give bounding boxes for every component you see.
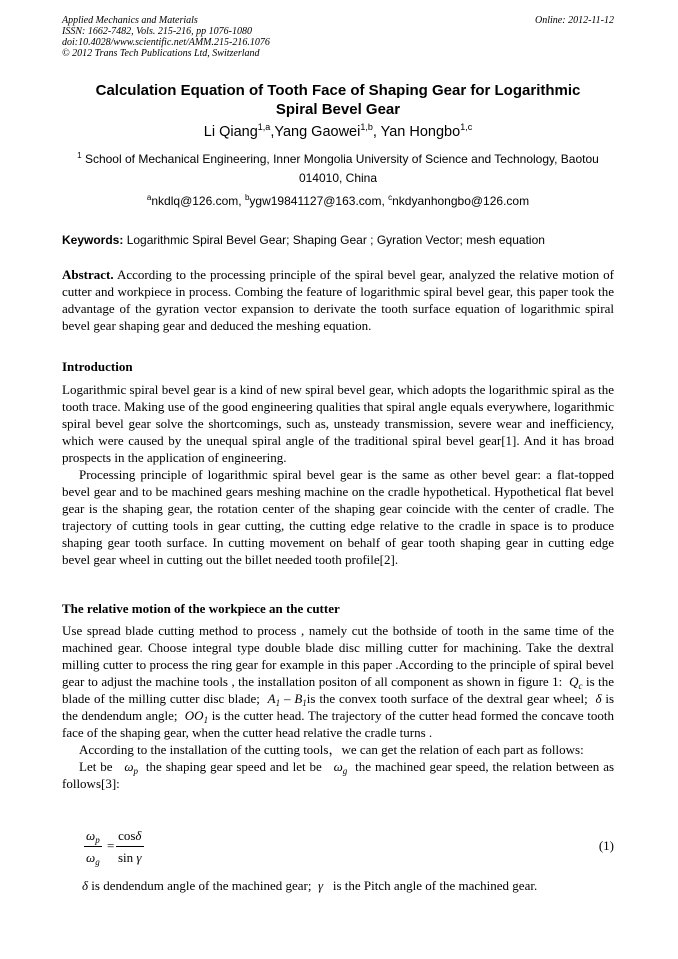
affiliation-line-1: School of Mechanical Engineering, Inner Mongolia University of Science and Technology, Baotou	[84, 152, 599, 166]
affiliation-mark: 1	[77, 151, 82, 160]
keywords-text: Logarithmic Spiral Bevel Gear; Shaping Gear ; Gyration Vector; mesh equation	[126, 233, 545, 247]
paragraph: Processing principle of logarithmic spiral bevel gear is the same as other bevel gear: a flat-topped bevel gear and to be machined gears meshing machine on the cradle hypothetical. Hypothetical flat bevel gear is the shaping gear, the rotation center of the shaping gear coincide with the center of cradle. The trajectory of cutting tools in gear cutting, the cutting edge relative to the cradle in space is to produce shaping gear tooth surface. In cutting movement on behalf of gear tooth shaping gear in cutting edge bevel gear wheel in cutting out the billet needed tooth profile[2].	[62, 467, 614, 567]
online-date: Online: 2012-11-12	[535, 15, 614, 26]
symbol-delta: δ	[595, 691, 602, 706]
paragraph: According to the installation of the cutting tools，we can get the relation of each part as follows:	[79, 742, 584, 757]
symbol-oo1: $OO_1$	[184, 708, 209, 725]
affiliation-line-2: 014010, China	[298, 171, 378, 185]
text-run: is the dendendum angle;	[62, 691, 615, 723]
symbol-qc: $Q_c$	[569, 674, 583, 691]
paper-title	[62, 81, 614, 119]
author-affil-mark: 1,b	[360, 122, 373, 132]
symbol-a1-b1: $A_1 - B_1$	[267, 691, 307, 708]
author-name: Yan Hongbo	[380, 124, 461, 140]
keywords-label: Keywords:	[62, 233, 124, 247]
email-link[interactable]: nkdyanhongbo@126.com	[392, 194, 530, 208]
author-name: Yang Gaowei	[274, 124, 361, 140]
email-mark: a	[146, 193, 152, 202]
text-run: is the blade of the milling cutter disc blade;	[62, 674, 614, 706]
paragraph	[62, 622, 614, 741]
email-link[interactable]: ygw19841127@163.com	[249, 194, 382, 208]
section-heading-relative-motion: The relative motion of the workpiece an the cutter	[62, 601, 340, 616]
email-list: $^a$nkdlq@126.com, $^b$ygw19841127@163.com, $^c$nkdyanhongbo@126.com	[146, 193, 530, 208]
text-run: is the convex tooth surface of the dextral gear wheel;	[306, 691, 588, 706]
relative-motion-body	[62, 622, 614, 792]
text-run: Let be	[79, 759, 113, 774]
equation-number: (1)	[598, 838, 614, 853]
text-run: the machined gear speed, the relation between as follows[3]:	[62, 759, 615, 791]
author-affil-mark: 1,c	[460, 122, 473, 132]
author-affil-mark: 1,a	[257, 122, 271, 132]
symbol-gamma: γ	[318, 878, 324, 893]
journal-name: Applied Mechanics and Materials	[62, 15, 198, 26]
equation-lhs-fraction: $\frac{\omega_p}{\omega_g}$	[86, 828, 100, 867]
copyright-line: © 2012 Trans Tech Publications Ltd, Switzerland	[62, 48, 260, 59]
email-link[interactable]: nkdlq@126.com	[151, 194, 239, 208]
text-run: Use spread blade cutting method to process , namely cut the bothside of tooth in the same time of the machined gear. Choose integral type double blade disc milling cutter for machining. Take the dextral milling cutter to process the ring gear for example in this paper .According to the principle of spiral bevel gear to adjust the machine tools , the installation positon of all component as shown in figure 1:	[62, 623, 614, 689]
affiliation	[62, 150, 614, 188]
text-run: is dendendum angle of the machined gear;	[91, 878, 312, 893]
email-mark: b	[244, 193, 250, 202]
issn-line: ISSN: 1662-7482, Vols. 215-216, pp 1076-1080	[62, 26, 252, 37]
abstract-label: Abstract.	[62, 267, 114, 282]
text-run: is the cutter head. The trajectory of the cutter head formed the concave tooth face of the shaping gear, when the cutter head relative the cradle turns .	[62, 708, 614, 740]
equation-1	[84, 827, 614, 871]
author-list: Li Qiang$^{1,a}$,Yang Gaowei$^{1,b}$, Yan Hongbo$^{1,c}$	[203, 122, 473, 140]
section-heading-introduction: Introduction	[62, 359, 133, 374]
email-mark: c	[388, 193, 393, 202]
journal-header	[62, 15, 614, 59]
symbol-definitions	[82, 877, 537, 894]
text-run: the shaping gear speed and let be	[145, 759, 322, 774]
title-line-2: Spiral Bevel Gear	[275, 101, 401, 118]
doi-line: doi:10.4028/www.scientific.net/AMM.215-216.1076	[62, 37, 270, 48]
author-name: Li Qiang	[203, 124, 258, 140]
keywords	[62, 232, 614, 248]
symbol-delta: δ	[82, 878, 89, 893]
equation-equals: =	[107, 838, 115, 853]
text-run: is the Pitch angle of the machined gear.	[332, 878, 538, 893]
abstract-text: According to the processing principle of the spiral bevel gear, analyzed the relative motion of cutter and workpiece in process. Combing the feature of logarithmic spiral bevel gear, this paper took the advantage of the gyration vector expansion to derivate the tooth surface equation of logarithmic spiral bevel gear shaping gear and deduced the meshing equation.	[62, 267, 614, 333]
symbol-omega-p: $\omega_p$	[124, 759, 139, 776]
symbol-omega-g: $\omega_g$	[333, 759, 348, 776]
abstract	[62, 266, 614, 334]
equation-rhs-fraction: $\frac{\cos\delta}{\text{sin γ}}$	[118, 828, 142, 865]
introduction-body	[62, 381, 614, 568]
paragraph	[62, 758, 614, 792]
paragraph: Logarithmic spiral bevel gear is a kind of new spiral bevel gear, which adopts the logarithmic spiral as the tooth trace. Making use of the good engineering qualities that spiral angle equals everywhere, logarithmic spiral bevel gear solve the shortcomings, such as, unsteady transmission, severe wear and inefficiency, which were caused by the unequal spiral angle of the traditional spiral bevel gear[1]. And it has broad prospects in the application of engineering.	[62, 382, 614, 465]
title-line-1: Calculation Equation of Tooth Face of Shaping Gear for Logarithmic	[95, 82, 581, 99]
